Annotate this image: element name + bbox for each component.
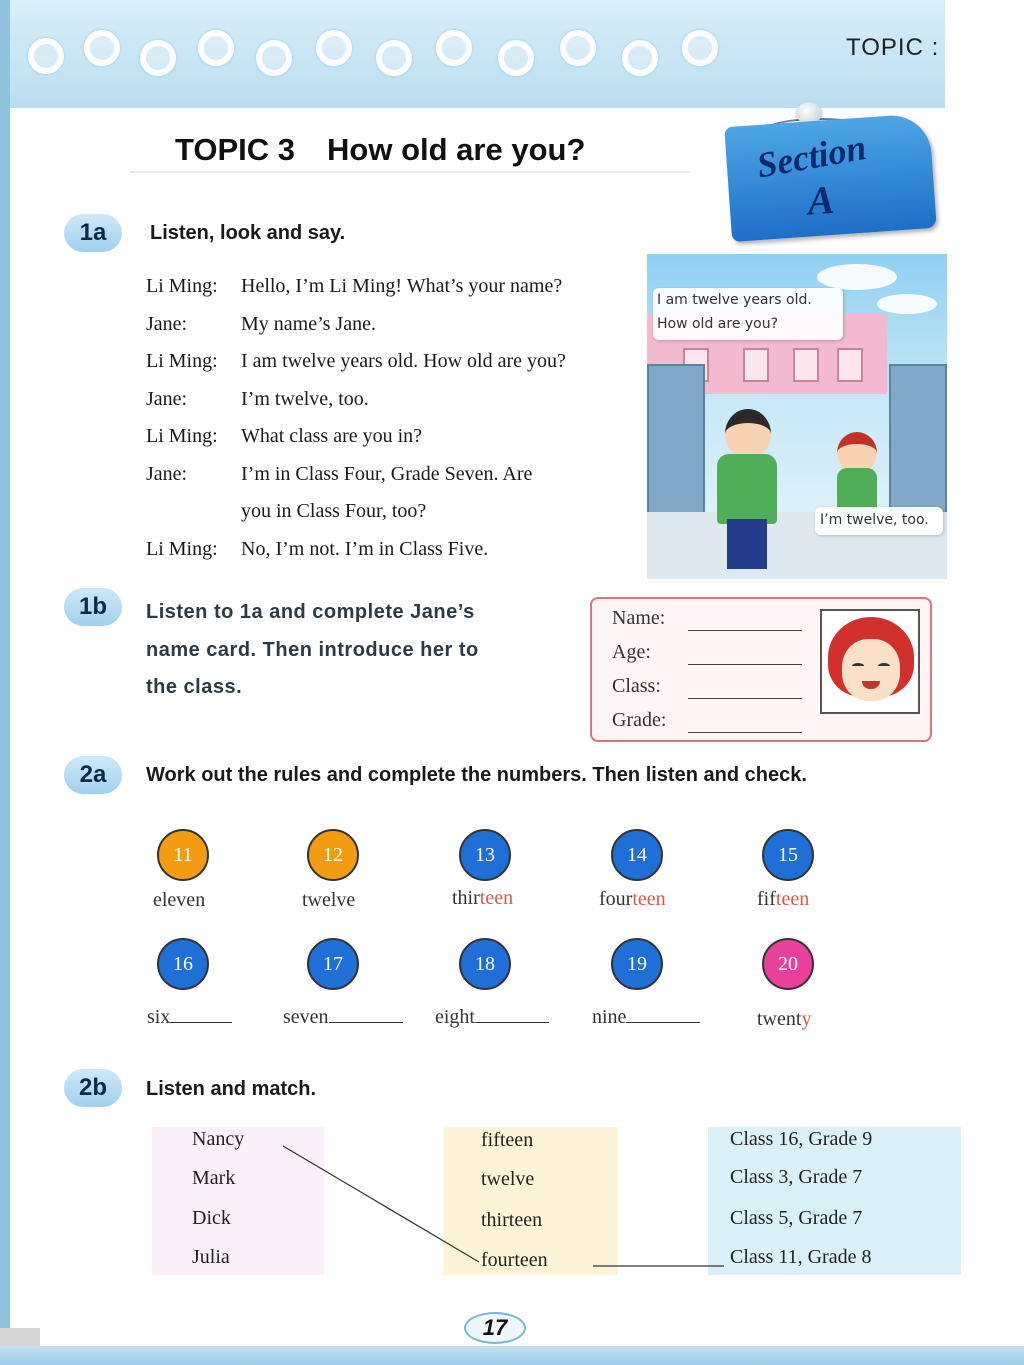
card-blank-name[interactable] xyxy=(688,630,802,631)
number-word xyxy=(757,888,809,911)
utterance: Hello, I’m Li Ming! What’s your name? xyxy=(241,275,563,297)
word-suffix: teen xyxy=(479,887,514,909)
title-topic: TOPIC 3 xyxy=(175,132,296,167)
running-header-topic: TOPIC : xyxy=(846,34,940,61)
match-age[interactable]: fifteen xyxy=(481,1129,534,1151)
card-label-class: Class: xyxy=(612,675,661,697)
word-stem: six xyxy=(147,1006,171,1028)
boy-legs xyxy=(727,519,767,569)
speaker: Li Ming: xyxy=(146,537,218,560)
section-sign xyxy=(724,113,937,242)
decor-ring-icon xyxy=(316,30,352,66)
header-band-gap xyxy=(945,0,1024,62)
bubble-text: I’m twelve, too. xyxy=(820,512,929,528)
number-word xyxy=(302,889,355,912)
speaker: Jane: xyxy=(146,312,188,335)
speech-bubble-boy xyxy=(653,288,843,340)
page-number: 17 xyxy=(464,1312,526,1344)
decor-ring-icon xyxy=(376,40,412,76)
decor-ring-icon xyxy=(560,30,596,66)
boy-head xyxy=(725,409,771,459)
eye-icon xyxy=(852,663,864,669)
decor-ring-icon xyxy=(256,40,292,76)
dialogue-line xyxy=(146,383,641,421)
number-circle: 13 xyxy=(459,829,511,881)
decor-ring-icon xyxy=(498,40,534,76)
dialogue-line xyxy=(146,308,641,346)
utterance: No, I’m not. I’m in Class Five. xyxy=(241,537,489,560)
card-label-age: Age: xyxy=(612,641,651,663)
boy-body xyxy=(717,454,777,524)
fill-in-blank[interactable] xyxy=(329,1022,403,1023)
page-left-edge xyxy=(0,0,10,1365)
instruction-2a: Work out the rules and complete the numbers. Then listen and check. xyxy=(146,764,807,786)
instruction-line: name card. Then introduce her to xyxy=(146,638,479,661)
number-word xyxy=(435,1006,549,1029)
bubble-text: I am twelve years old. xyxy=(657,292,812,308)
badge-2a: 2a xyxy=(64,756,122,794)
dialogue-line xyxy=(146,495,641,533)
match-age[interactable]: fourteen xyxy=(481,1249,548,1271)
match-class[interactable]: Class 3, Grade 7 xyxy=(730,1166,863,1188)
match-name[interactable]: Dick xyxy=(192,1207,231,1229)
card-blank-class[interactable] xyxy=(688,698,802,699)
decor-ring-icon xyxy=(622,40,658,76)
decor-ring-icon xyxy=(84,30,120,66)
word-stem: twent xyxy=(757,1008,802,1030)
dialogue-line xyxy=(146,458,641,496)
instruction-2b: Listen and match. xyxy=(146,1078,317,1100)
number-circle: 18 xyxy=(459,938,511,990)
title-question: How old are you? xyxy=(327,132,586,167)
speaker: Li Ming: xyxy=(146,350,218,372)
utterance: I’m in Class Four, Grade Seven. Are xyxy=(241,462,533,485)
window-icon xyxy=(837,348,863,382)
number-circle: 11 xyxy=(157,829,209,881)
dialogue-line xyxy=(146,420,641,458)
word-stem: twelve xyxy=(302,889,356,911)
speech-bubble-girl xyxy=(815,507,943,535)
number-circle: 15 xyxy=(762,829,814,881)
badge-2b: 2b xyxy=(64,1069,122,1107)
word-stem: eight xyxy=(435,1006,475,1028)
title-underline xyxy=(130,171,690,173)
dialogue-line xyxy=(146,270,641,308)
speaker: Li Ming: xyxy=(146,275,218,297)
word-stem: nine xyxy=(592,1006,627,1028)
window-icon xyxy=(793,348,819,382)
fill-in-blank[interactable] xyxy=(626,1022,700,1023)
number-circle: 14 xyxy=(611,829,663,881)
page-corner xyxy=(0,1328,40,1348)
utterance: What class are you in? xyxy=(241,425,423,447)
dialogue-1a xyxy=(146,270,641,570)
match-age[interactable]: thirteen xyxy=(481,1209,543,1231)
word-suffix: y xyxy=(801,1008,812,1030)
jane-name-card xyxy=(590,597,932,742)
number-word xyxy=(153,889,205,912)
speaker: Jane: xyxy=(146,387,188,410)
dialogue-line xyxy=(146,533,641,571)
page-title xyxy=(175,132,585,168)
card-label-grade: Grade: xyxy=(612,709,667,731)
match-class[interactable]: Class 16, Grade 9 xyxy=(730,1128,873,1150)
word-suffix: teen xyxy=(632,888,666,910)
match-age[interactable]: twelve xyxy=(481,1168,535,1190)
word-suffix: teen xyxy=(775,888,810,910)
number-word xyxy=(283,1006,403,1029)
card-blank-age[interactable] xyxy=(688,664,802,665)
header-circle-decoration xyxy=(28,30,748,80)
word-stem: eleven xyxy=(153,889,206,911)
number-word xyxy=(599,888,666,911)
number-word xyxy=(592,1006,700,1029)
word-stem: thir xyxy=(452,887,480,909)
cloud-icon xyxy=(877,294,937,314)
word-stem: seven xyxy=(283,1006,329,1028)
decor-ring-icon xyxy=(140,40,176,76)
footer-band xyxy=(0,1346,1024,1365)
number-circle: 20 xyxy=(762,938,814,990)
dialogue-line xyxy=(146,345,641,383)
cloud-icon xyxy=(817,264,897,290)
fill-in-blank[interactable] xyxy=(475,1022,549,1023)
utterance: I’m twelve, too. xyxy=(241,387,369,410)
decor-ring-icon xyxy=(198,30,234,66)
instruction-line: Listen to 1a and complete Jane’s xyxy=(146,601,475,623)
match-name[interactable]: Mark xyxy=(192,1167,236,1189)
section-letter: A xyxy=(806,176,836,224)
fill-in-blank[interactable] xyxy=(170,1022,232,1023)
decor-ring-icon xyxy=(436,30,472,66)
number-word xyxy=(147,1006,232,1029)
number-circle: 19 xyxy=(611,938,663,990)
number-word xyxy=(757,1008,811,1031)
window-icon xyxy=(743,348,769,382)
speaker: Jane: xyxy=(146,462,188,485)
portrait-face xyxy=(842,639,900,701)
card-label-name: Name: xyxy=(612,607,666,629)
eye-icon xyxy=(878,663,890,669)
decor-ring-icon xyxy=(682,30,718,66)
match-name[interactable]: Julia xyxy=(192,1246,230,1268)
number-circle: 12 xyxy=(307,829,359,881)
number-word xyxy=(452,887,513,910)
number-circle: 17 xyxy=(307,938,359,990)
instruction-line: the class. xyxy=(146,676,243,698)
school-gate-illustration xyxy=(647,254,947,579)
utterance: you in Class Four, too? xyxy=(241,500,427,522)
instruction-1b xyxy=(146,594,566,707)
card-blank-grade[interactable] xyxy=(688,732,802,733)
bubble-text: How old are you? xyxy=(657,316,779,332)
match-name[interactable]: Nancy xyxy=(192,1128,245,1150)
instruction-1a: Listen, look and say. xyxy=(150,222,346,244)
word-stem: fif xyxy=(757,888,776,910)
number-circle: 16 xyxy=(157,938,209,990)
match-class[interactable]: Class 5, Grade 7 xyxy=(730,1207,863,1229)
badge-1b: 1b xyxy=(64,588,122,626)
utterance: I am twelve years old. How old are you? xyxy=(241,350,566,372)
jane-portrait xyxy=(820,609,920,714)
section-word: Section xyxy=(753,127,870,186)
utterance: My name’s Jane. xyxy=(241,312,376,335)
speaker: Li Ming: xyxy=(146,425,218,447)
match-class[interactable]: Class 11, Grade 8 xyxy=(730,1246,872,1268)
word-stem: four xyxy=(599,888,633,910)
decor-ring-icon xyxy=(28,38,64,74)
badge-1a: 1a xyxy=(64,214,122,252)
